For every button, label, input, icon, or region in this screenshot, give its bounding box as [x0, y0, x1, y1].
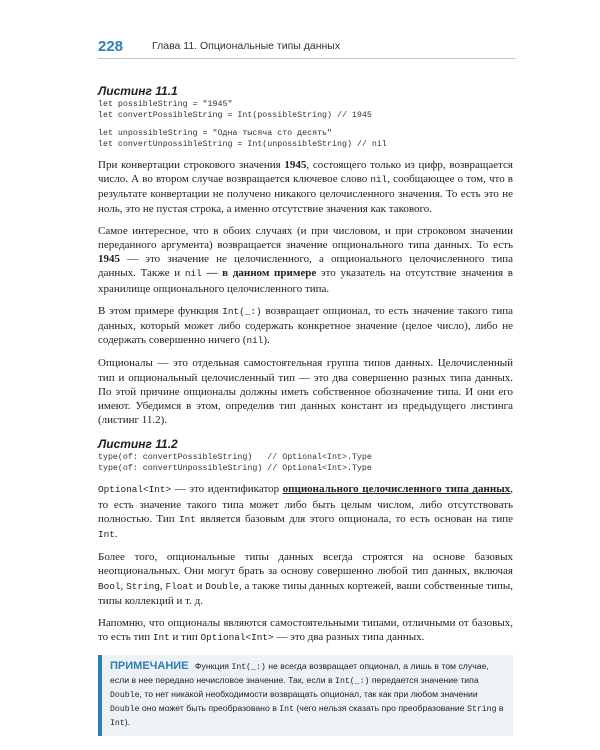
note-box: ПРИМЕЧАНИЕ Функция Int(_:) не всегда возвращает опционал, а лишь в том случае, если в нее передано нечисловое значение. Так, если в Int(_:) передается значение типа Double, то нет никакой необходимости возвращать опционал, так как при любом значении Double оно может быть преобразовано в Int (чего нельзя сказать про преобразование String в Int). [98, 655, 513, 736]
paragraph-optionals-group: Опционалы — это отдельная самостоятельная группа типов данных. Целочисленный тип и опциональный целочисленный тип — это два совершенно разных типа данных. По этой причине опционалы должны иметь собственное обозначение типа. И они его имеют. Убедимся в этом, определив тип данных констант из предыдущего листинга (листинг 11.2). [98, 357, 513, 427]
page-body [98, 84, 513, 736]
listing-11-2-title: Листинг 11.2 [98, 437, 178, 452]
header-divider [98, 58, 516, 59]
listing-11-2-code-block: type(of: convertPossibleString) // Optional<Int>.Type type(of: convertUnpossibleString) // Optional<Int>.Type [98, 453, 372, 473]
paragraph-conversion: При конвертации строкового значения 1945, состоящего только из цифр, возвращается число. А во втором случае возвращается ключевое слово nil, сообщающее о том, что в результате конвертации не получено никакого целочисленного значения. То есть это не ноль, это не пустая строка, а именно отсутствие значения как такового. [98, 159, 514, 215]
page-number: 228 [98, 38, 124, 55]
listing-11-1-code-block-2: let unpossibleString = "Одна тысяча сто десять" let convertUnpossibleString = Int(unpossibleString) // nil [98, 129, 387, 149]
page-header [98, 38, 518, 60]
chapter-title: Глава 11. Опциональные типы данных [152, 40, 341, 52]
paragraph-int-function: В этом примере функция Int(_:) возвращает опционал, то есть значение такого типа данных, который может либо содержать конкретное значение (целое число), либо не содержать совершенно ничего (nil). [98, 304, 513, 347]
paragraph-reminder: Напомню, что опционалы являются самостоятельными типами, отличными от базовых, то есть тип Int и тип Optional<Int> — это два разных типа данных. [98, 617, 513, 644]
paragraph-optional-return: Самое интересное, что в обоих случаях (и при числовом, и при строковом значении переданного аргумента) возвращается значение опционального типа данных. То есть 1945 — это значение не целочисленного, а опционального целочисленного типа данных. Также и nil — в данном примере это указатель на отсутствие значения в хранилище опционального целочисленного типа. [98, 224, 514, 295]
listing-11-1-title: Листинг 11.1 [98, 84, 178, 98]
listing-11-1-code-block-1: let possibleString = "1945" let convertPossibleString = Int(possibleString) // 1945 [98, 100, 372, 120]
note-label: ПРИМЕЧАНИЕ [110, 660, 189, 673]
paragraph-base-types: Более того, опциональные типы данных всегда строятся на основе базовых неопциональных. Они могут брать за основу совершенно любой тип данных, включая Bool, String, Float и Double, а также типы данных кортежей, ваши собственные типы, типы коллекций и т. д. [98, 551, 513, 607]
paragraph-optional-int-identifier: Optional<Int> — это идентификатор опционального целочисленного типа данных, то есть значение такого типа может либо быть целым числом, либо отсутствовать полностью. Тип Int является базовым для этого опционала, то есть основан на типе Int. [98, 483, 513, 541]
